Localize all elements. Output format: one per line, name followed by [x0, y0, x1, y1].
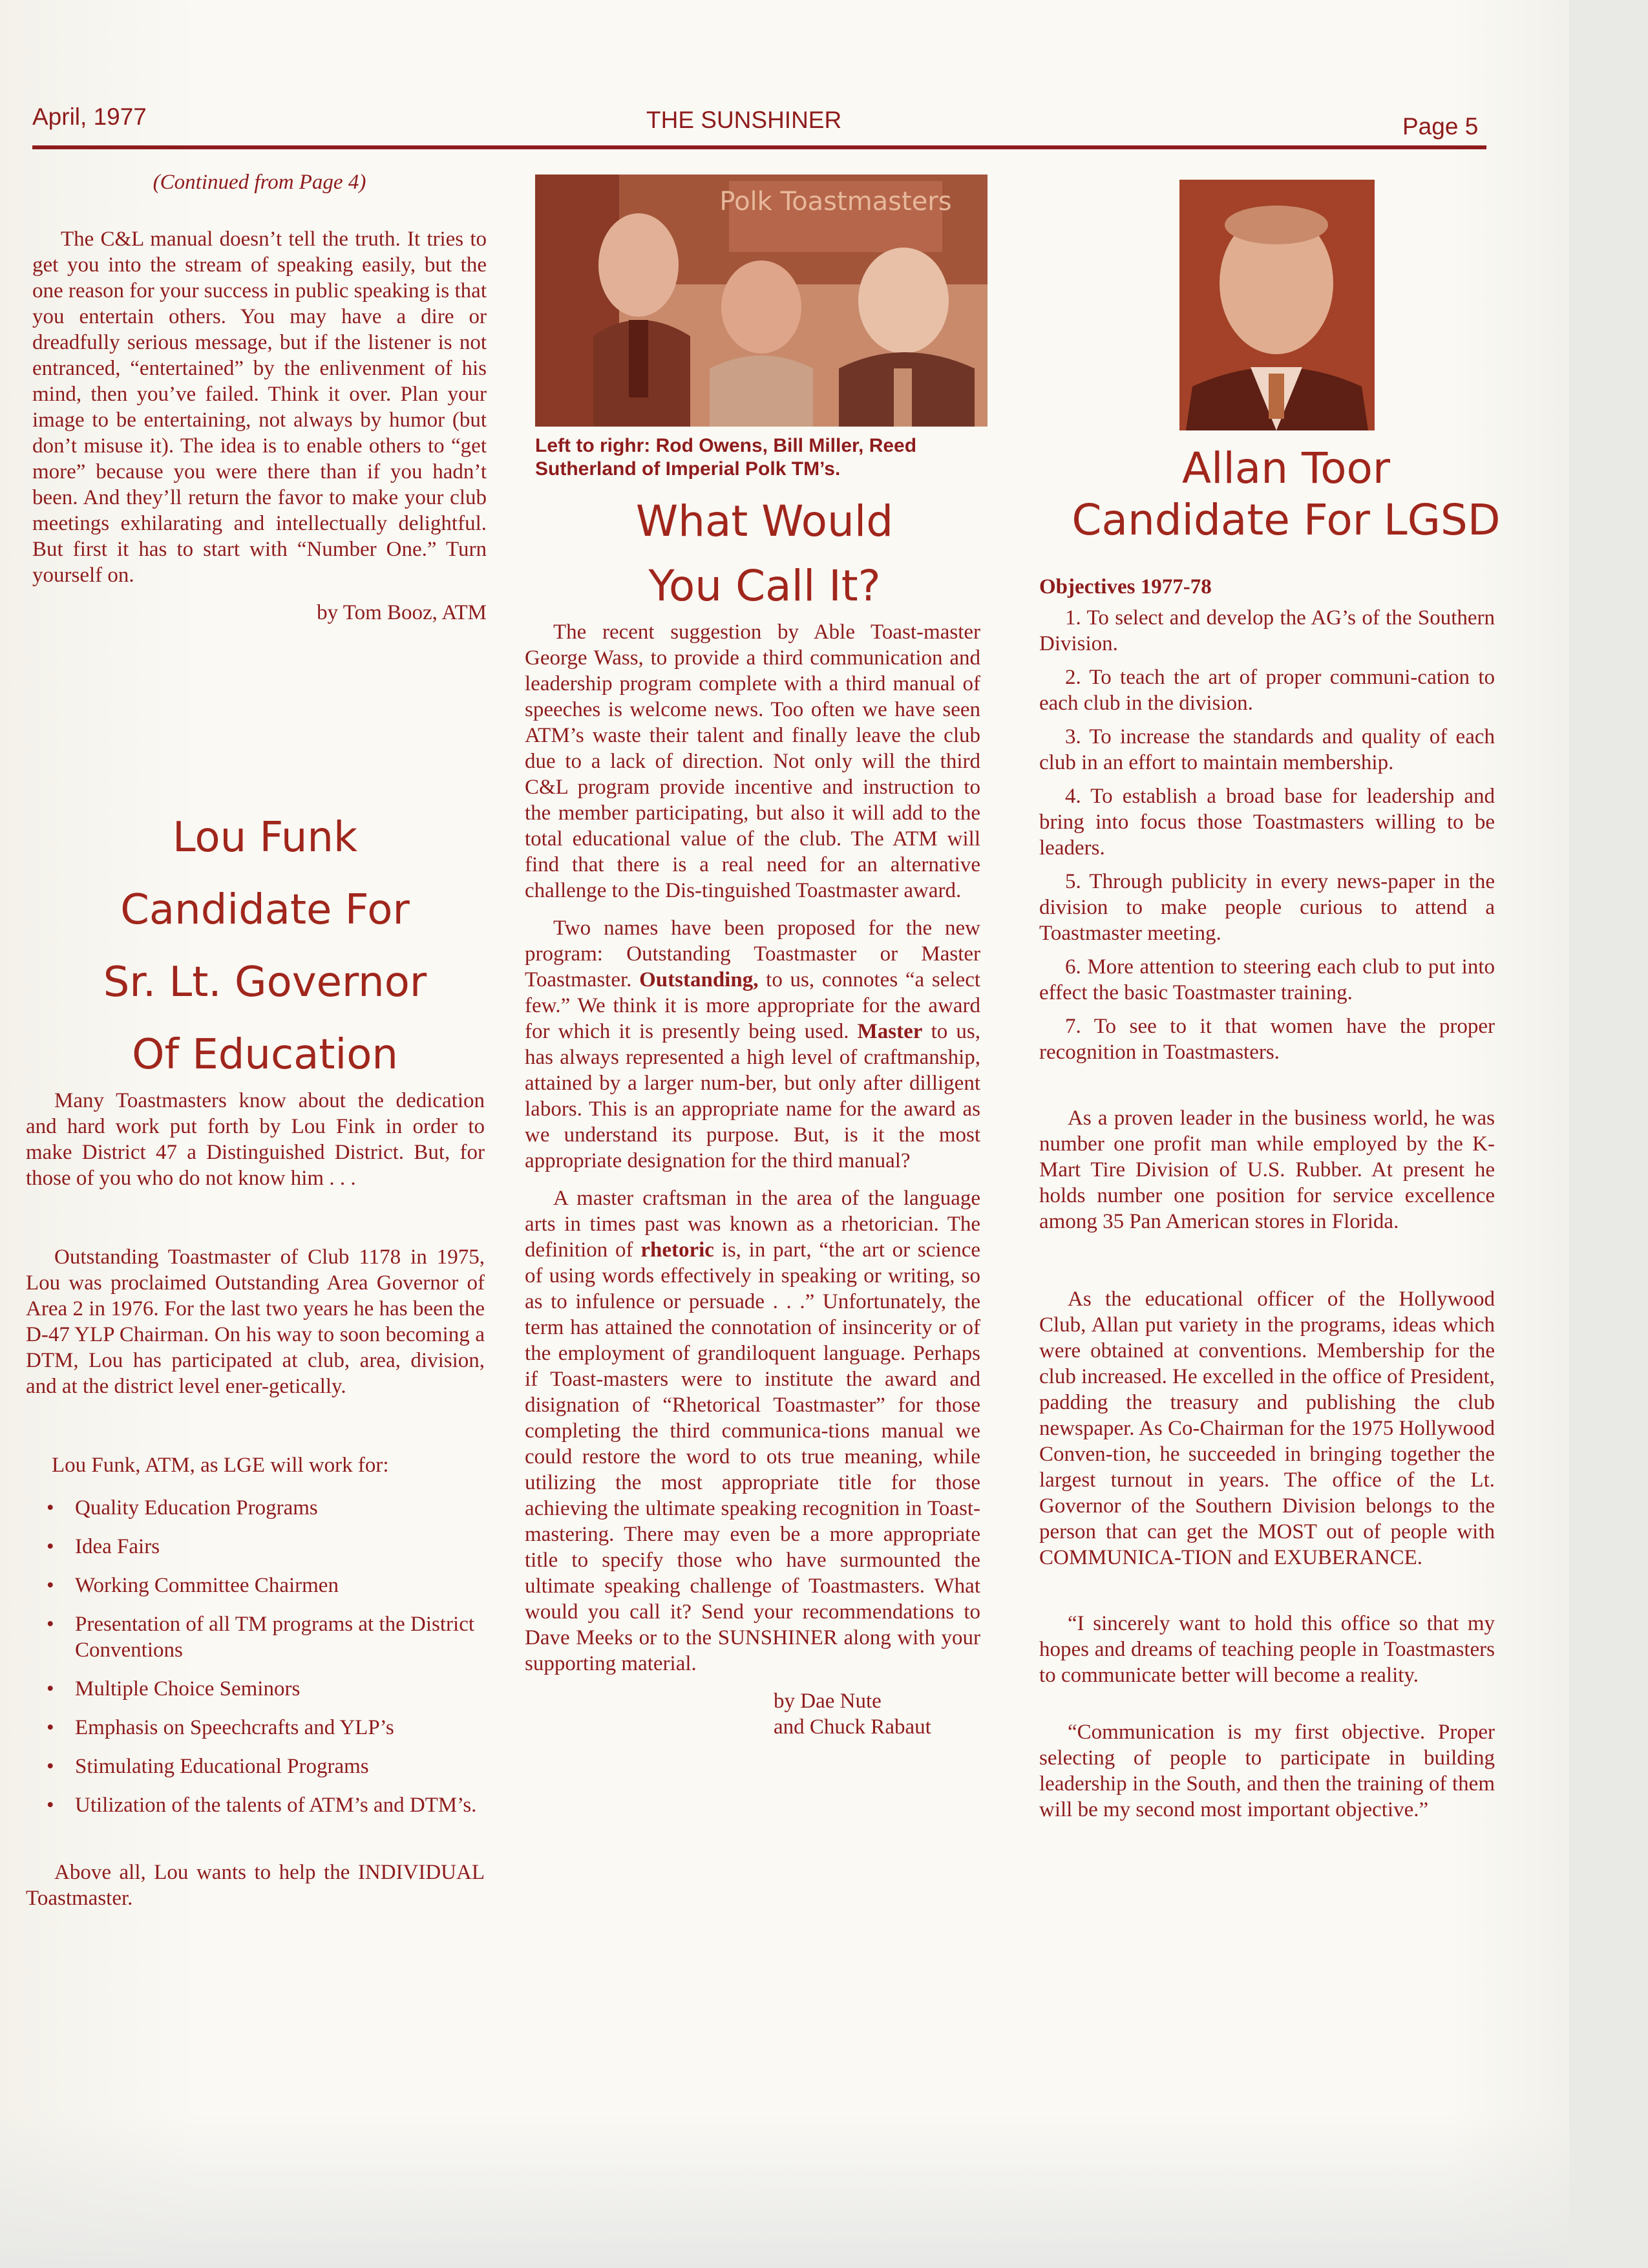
scan-edge: [1569, 0, 1648, 2268]
list-item: 5. Through publicity in every news-paper in the division to make people curious to attend a Toastmaster meeting.: [1039, 870, 1495, 945]
scan-shadow: [0, 2114, 1569, 2268]
portrait-image: [1179, 180, 1375, 430]
portrait-photo: [1179, 180, 1375, 430]
group-photo-image: [535, 175, 988, 427]
lou-funk-headline: [39, 801, 491, 1091]
record-paragraph: Outstanding Toastmaster of Club 1178 in 1975, Lou was proclaimed Outstanding Area Governor of Area 2 in 1976. For the last two years he has been the D-47 YLP Chairman. On his way to soon becoming a DTM, Lou has participated at club, area, division, and at the district level ener-getically.: [26, 1245, 485, 1398]
article-paragraph: The recent suggestion by Able Toast-master George Wass, to provide a third communication and leadership program complete with a third manual of speeches is welcome news. Too often we have seen ATM’s waste their talent and finally leave the club due to a lack of direction. Not only will the third C&L program provide incentive and instruction to the member participating, but also it will add to the total educational value of the club. The ATM will find that there is a real need for an alternative challenge to the Dis-tinguished Toastmaster award.: [525, 620, 980, 902]
lou-funk-article: [26, 1088, 485, 1923]
sign-text: Polk Toastmasters: [719, 187, 952, 217]
text-run: to us, connotes “a select few.” We think it is more appropriate for the award for which it is presently being used.: [525, 968, 981, 1043]
photo-caption: Left to righr: Rod Owens, Bill Miller, Reed Sutherland of Imperial Polk TM’s.: [535, 435, 917, 480]
article-paragraph: [525, 915, 980, 1174]
headline-line: Sr. Lt. Governor: [103, 959, 427, 1006]
goals-list: [26, 1495, 485, 1818]
headline-line: Candidate For: [120, 886, 410, 934]
objectives-title: Objectives 1977-78: [1039, 575, 1212, 599]
list-item: 7. To see to it that women have the proper recognition in Toastmasters.: [1039, 1015, 1495, 1064]
list-item: 2. To teach the art of proper communi-cation to each club in the division.: [1039, 666, 1495, 715]
list-item: • Presentation of all TM programs at the District Conventions: [47, 1611, 485, 1663]
text-run: A master craftsman in the area of the language arts in times past was known as a rhetorician. The definition of: [525, 1187, 980, 1262]
byline: [774, 1688, 980, 1740]
headline-line: Of Education: [132, 1031, 398, 1079]
header-rule: [32, 145, 1486, 149]
bold-term: Outstanding,: [639, 968, 759, 991]
list-item: 4. To establish a broad base for leadership and bring into focus those Toastmasters willing to be leaders.: [1039, 785, 1495, 860]
closing-paragraph: Above all, Lou wants to help the INDIVIDUAL Toastmaster.: [26, 1861, 485, 1910]
list-item: • Working Committee Chairmen: [47, 1573, 485, 1598]
headline-line: Allan Toor: [1181, 443, 1391, 493]
quote-paragraph: “I sincerely want to hold this office so that my hopes and dreams of teaching people in Toastmasters to communicate better will become a reality.: [1039, 1612, 1495, 1687]
list-intro: Lou Funk, ATM, as LGE will work for:: [52, 1454, 389, 1477]
list-item: 3. To increase the standards and quality of each club in an effort to maintain membership.: [1039, 725, 1495, 774]
masthead: THE SUNSHINER: [646, 107, 842, 133]
group-photo: [535, 175, 988, 427]
headline-line: Lou Funk: [172, 814, 358, 862]
list-item: 6. More attention to steering each club to put into effect the basic Toastmaster training.: [1039, 955, 1495, 1004]
allan-toor-headline: [1034, 443, 1538, 546]
byline-line: and Chuck Rabaut: [774, 1715, 931, 1739]
issue-date: April, 1977: [32, 103, 147, 130]
byline: by Tom Booz, ATM: [317, 601, 487, 624]
list-item: • Emphasis on Speechcrafts and YLP’s: [47, 1715, 485, 1741]
continued-note: (Continued from Page 4): [153, 171, 366, 194]
page-number: Page 5: [1402, 113, 1479, 140]
byline-line: by Dae Nute: [774, 1690, 882, 1713]
article-paragraph: [525, 1185, 980, 1677]
list-item: • Utilization of the talents of ATM’s and DTM’s.: [47, 1792, 485, 1818]
objectives-list: [1039, 605, 1495, 1065]
middle-column-article: [525, 619, 980, 1740]
article-paragraph: As the educational officer of the Hollywood Club, Allan put variety in the programs, ideas which were obtained at conventions. Membership for the club increased. He excelled in the office of President, padding the treasury and publishing the club newspaper. As Co-Chairman for the 1975 Hollywood Conven-tion, he succeeded in bringing together the largest turnout in years. The office of the Lt. Governor of the Southern Division belongs to the person that can get the MOST out of people with COMMUNICA-TION and EXUBERANCE.: [1039, 1288, 1495, 1569]
list-item: • Stimulating Educational Programs: [47, 1754, 485, 1779]
bold-term: Master: [857, 1020, 923, 1043]
bold-term: rhetoric: [640, 1238, 714, 1262]
text-run: Two names have been proposed for the new program: Outstanding Toastmaster or Master Toastmaster.: [525, 917, 980, 991]
what-would-you-call-it-headline: [535, 489, 994, 619]
text-run: to us, has always represented a high level of craftmanship, attained by a larger num-ber, but only after dilligent labors. This is an appropriate name for the award as we understand its purpose. But, is it the most appropriate designation for the third manual?: [525, 1020, 981, 1172]
right-column-article: [1039, 574, 1495, 1834]
intro-paragraph: Many Toastmasters know about the dedication and hard work put forth by Lou Fink in order to make District 47 a Distinguished District. But, for those of you who do not know him . . .: [26, 1089, 485, 1190]
headline-line: What Would: [635, 496, 894, 546]
left-column: [32, 169, 487, 626]
article-paragraph: As a proven leader in the business world, he was number one profit man while employed by the K-Mart Tire Division of U.S. Rubber. At present he holds number one position for service excellence among 35 Pan American stores in Florida.: [1039, 1107, 1495, 1233]
headline-line: You Call It?: [648, 561, 881, 611]
list-item: 1. To select and develop the AG’s of the Southern Division.: [1039, 606, 1495, 655]
headline-line: Candidate For LGSD: [1072, 495, 1501, 545]
list-item: • Multiple Choice Seminors: [47, 1676, 485, 1702]
text-run: is, in part, “the art or science of using words effectively in speaking or writing, so as to infulence or persuade . . .” Unfortunately, the term has attained the connotation of insincerity or of the employment of grandiloquent language. Perhaps if Toast-masters were to institute the award and disignation of “Rhetorical Toastmaster” for those completing the third communica-tions manual we could restore the word to ots true meaning, while utilizing the most appropriate title for those achieving the ultimate speaking recognition in Toast-mastering. There may even be a more appropriate title to specify those who have surmounted the ultimate speaking challenge of Toastmasters. What would you call it? Send your recommendations to Dave Meeks or to the SUNSHINER along with your supporting material.: [525, 1238, 981, 1675]
list-item: • Quality Education Programs: [47, 1495, 485, 1521]
quote-paragraph: “Communication is my first objective. Proper selecting of people to participate in building leadership in the South, and then the training of them will be my second most important objective.”: [1039, 1721, 1495, 1821]
article-paragraph: The C&L manual doesn’t tell the truth. It tries to get you into the stream of speaking easily, but the one reason for your success in public speaking is that you entertain others. You may have a dire or dreadfully serious message, but if the listener is not entranced, “entertained” by the enlivenment of his mind, then you’ve failed. Think it over. Plan your image to be entertaining, not always by humor (but don’t misuse it). The idea is to enable others to “get more” because you were there than if you hadn’t been. And they’ll return the favor to make your club meetings exhilarating and intellectually delightful. But first it has to start with “Number One.” Turn yourself on.: [32, 228, 487, 587]
list-item: • Idea Fairs: [47, 1534, 485, 1560]
